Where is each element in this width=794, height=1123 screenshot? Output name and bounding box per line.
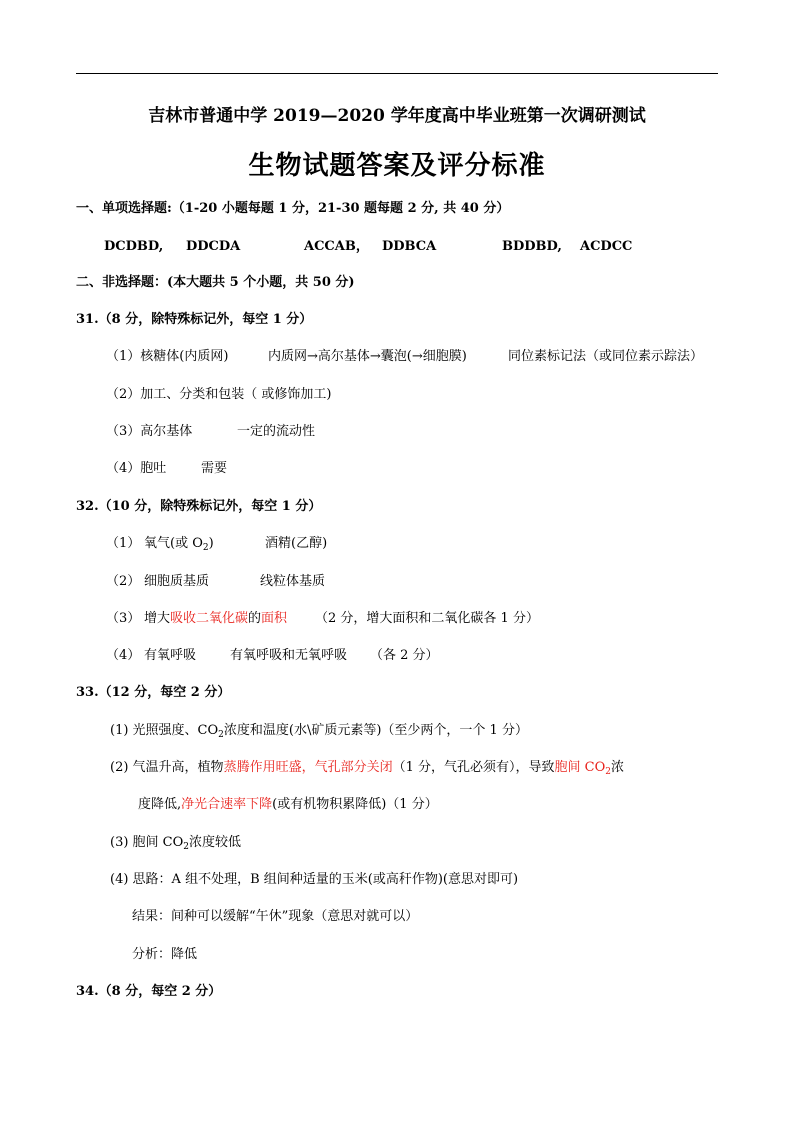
q32-line3: 增大吸收二氧化碳的面积	[144, 611, 288, 626]
q33-line2: (2) 气温升高，植物蒸腾作用旺盛，气孔部分关闭（1 分，气孔必须有），导致胞间 $CO_2$浓	[110, 760, 624, 777]
q32-line3-note: （2 分，增大面积和二氧化碳各 1 分）	[315, 611, 539, 626]
q31-line2: （2）加工、分类和包装（ 或修饰加工)	[106, 387, 332, 402]
answer-group-3: ACCAB，	[304, 239, 369, 254]
q33-line2-cont: 度降低,净光合速率下降(或有机物积累降低)（1 分）	[138, 797, 438, 812]
q34-heading: 34.（8 分，每空 2 分）	[76, 984, 222, 999]
answer-group-6: ACDCC	[580, 239, 633, 254]
q33-line3: (3) 胞间 $CO_2$浓度较低	[110, 835, 242, 852]
q32-line2-a: 细胞质基质	[144, 574, 210, 589]
q32-line4-c: （各 2 分）	[370, 648, 439, 663]
answer-group-2: DDCDA	[186, 239, 241, 254]
q31-line1-a: （1）核糖体(内质网)	[106, 349, 229, 364]
section2-heading: 二、非选择题：(本大题共 5 个小题，共 50 分)	[76, 275, 355, 290]
answer-group-4: DDBCA	[382, 239, 437, 254]
q31-line4-b: 需要	[201, 461, 228, 476]
q31-line1-c: 同位素标记法（或同位素示踪法）	[508, 349, 704, 364]
header-rule	[76, 73, 718, 74]
q32-line3-num: （3）	[106, 611, 141, 626]
q31-line4-a: （4）胞吐	[106, 461, 167, 476]
answer-group-5: BDDBD,	[502, 239, 562, 254]
document-title: 吉林市普通中学 2019—2020 学年度高中毕业班第一次调研测试	[148, 106, 646, 126]
q31-line1-b: 内质网→高尔基体→囊泡(→细胞膜)	[268, 349, 467, 364]
q33-line4: (4) 思路：A 组不处理，B 组间种适量的玉米(或高秆作物)(意思对即可)	[110, 872, 519, 887]
q32-line4-num: （4）	[106, 648, 141, 663]
q32-heading: 32.（10 分，除特殊标记外，每空 1 分）	[76, 499, 322, 514]
q32-line1-a: 氧气(或 $O_2$)	[144, 536, 214, 553]
q31-heading: 31.（8 分，除特殊标记外，每空 1 分）	[76, 312, 313, 327]
q32-line1-b: 酒精(乙醇)	[265, 536, 328, 551]
q32-line4-a: 有氧呼吸	[144, 648, 197, 663]
q33-line5: 结果：间种可以缓解“午休”现象（意思对就可以）	[132, 909, 419, 924]
q32-line2-b: 线粒体基质	[260, 574, 326, 589]
q33-heading: 33.（12 分，每空 2 分）	[76, 685, 231, 700]
document-subtitle: 生物试题答案及评分标准	[248, 151, 546, 181]
q32-line4-b: 有氧呼吸和无氧呼吸	[230, 648, 348, 663]
q33-line1: (1) 光照强度、$CO_2$浓度和温度(水\矿质元素等)（至少两个，一个 1 分）	[110, 723, 528, 740]
q32-line1-num: （1）	[106, 536, 141, 551]
q31-line3-a: （3）高尔基体	[106, 424, 193, 439]
q31-line3-b: 一定的流动性	[237, 424, 316, 439]
q32-line2-num: （2）	[106, 574, 141, 589]
answer-group-1: DCDBD,	[104, 239, 164, 254]
section1-heading: 一、单项选择题:（1-20 小题每题 1 分，21-30 题每题 2 分, 共 40 分）	[76, 201, 510, 216]
q33-line6: 分析：降低	[132, 947, 198, 962]
